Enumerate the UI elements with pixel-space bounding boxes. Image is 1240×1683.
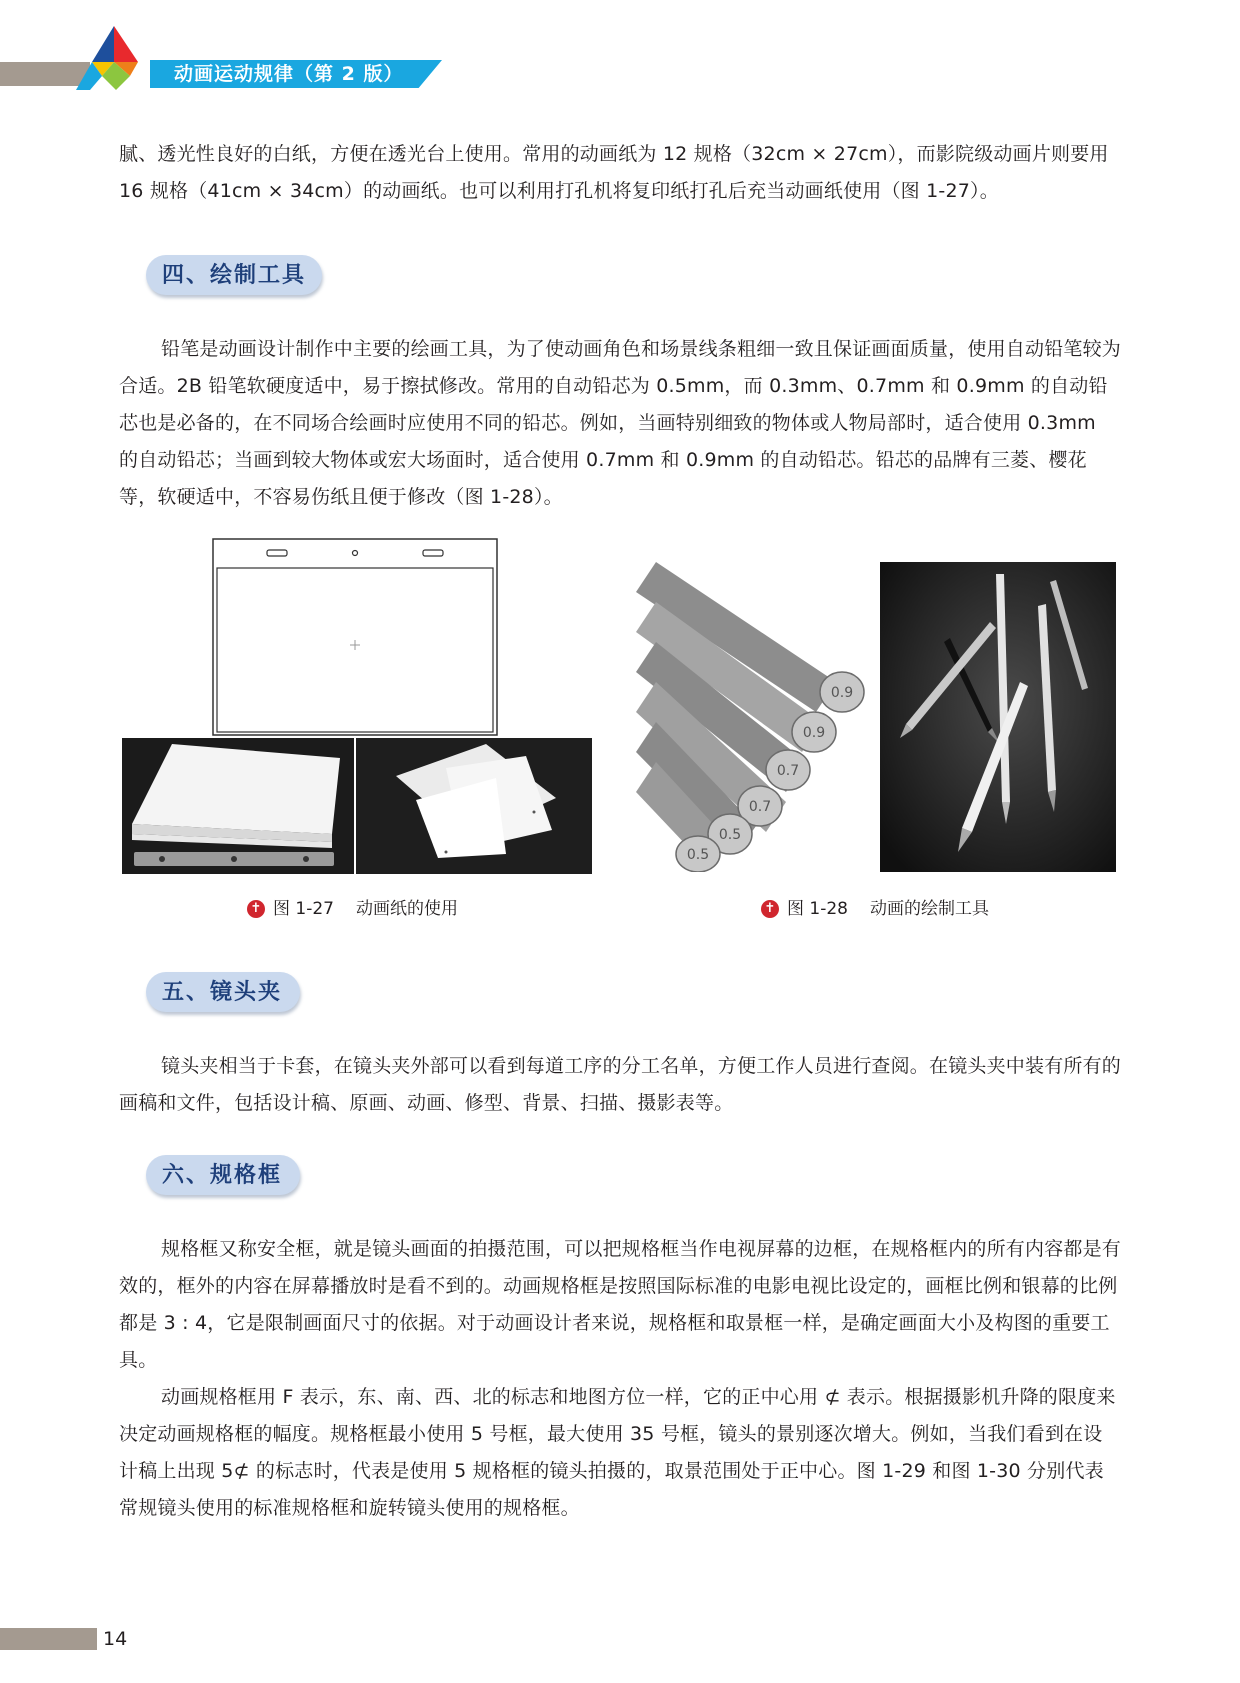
section-heading-field-guide: 六、规格框 bbox=[162, 1162, 283, 1188]
paragraph-field-guide-usage: 动画规格框用 F 表示，东、南、西、北的标志和地图方位一样，它的正中心用 ⊄ 表示。根据摄影机升降的限度来决定动画规格框的幅度。规格框最小使用 5 号框，最大使用 35 号框，镜头的景别逐次增大。例如，当我们看到在设计稿上出现 5⊄ 的标志时，代表是使用 5 规格框的镜头拍摄的，取景范围处于正中心。图 1-29 和图 1-30 分别代表常规镜头使用的标准规格框和旋转镜头使用的规格框。 bbox=[119, 1386, 1116, 1519]
figure-caption-1-27 bbox=[247, 897, 458, 921]
lead-label: 0.7 bbox=[776, 763, 800, 779]
lead-label: 0.9 bbox=[802, 725, 826, 741]
figure-title: 动画的绘制工具 bbox=[870, 899, 989, 919]
figure-number: 图 1-28 bbox=[787, 899, 848, 919]
lead-label: 0.7 bbox=[748, 799, 772, 815]
mechanical-pencils-photo bbox=[636, 562, 874, 872]
figure-marker-icon: ✝ bbox=[247, 900, 265, 918]
figure-number: 图 1-27 bbox=[273, 899, 334, 919]
footer-gray-bar bbox=[0, 1628, 97, 1650]
lead-label: 0.9 bbox=[830, 685, 854, 701]
book-title: 动画运动规律（第 2 版） bbox=[174, 63, 404, 85]
figure-caption-1-28 bbox=[761, 897, 989, 921]
paragraph-field-guide: 规格框又称安全框，就是镜头画面的拍摄范围，可以把规格框当作电视屏幕的边框，在规格框内的所有内容都是有效的，框外的内容在屏幕播放时是看不到的。动画规格框是按照国际标准的电影电视比设定的，画框比例和银幕的比例都是 3 : 4，它是限制画面尺寸的依据。对于动画设计者来说，规格框和取景框一样，是确定画面大小及构图的重要工具。 bbox=[119, 1238, 1122, 1371]
section-heading-drawing-tools: 四、绘制工具 bbox=[162, 262, 307, 288]
section-heading-scene-folder: 五、镜头夹 bbox=[162, 979, 283, 1005]
figure-marker-icon: ✝ bbox=[761, 900, 779, 918]
figure-title: 动画纸的使用 bbox=[356, 899, 458, 919]
tangram-triangle-logo-icon bbox=[72, 24, 152, 94]
paragraph-paper-spec: 腻、透光性良好的白纸，方便在透光台上使用。常用的动画纸为 12 规格（32cm × 27cm），而影院级动画片则要用 16 规格（41cm × 34cm）的动画纸。也可以利用打孔机将复印纸打孔后充当动画纸使用（图 1-27）。 bbox=[119, 143, 1109, 202]
page-number: 14 bbox=[103, 1628, 128, 1650]
paragraph-pencils: 铅笔是动画设计制作中主要的绘画工具，为了使动画角色和场景线条粗细一致且保证画面质量，使用自动铅笔较为合适。2B 铅笔软硬度适中，易于擦拭修改。常用的自动铅芯为 0.5mm，而 0.3mm、0.7mm 和 0.9mm 的自动铅芯也是必备的，在不同场合绘画时应使用不同的铅芯。例如，当画特别细致的物体或人物局部时，适合使用 0.3mm 的自动铅芯；当画到较大物体或宏大场面时，适合使用 0.7mm 和 0.9mm 的自动铅芯。铅芯的品牌有三菱、樱花等，软硬适中，不容易伤纸且便于修改（图 1-28）。 bbox=[119, 338, 1122, 508]
loose-paper-photo bbox=[356, 738, 592, 874]
pencils-dark-photo bbox=[880, 562, 1116, 872]
paragraph-scene-folder: 镜头夹相当于卡套，在镜头夹外部可以看到每道工序的分工名单，方便工作人员进行查阅。在镜头夹中装有所有的画稿和文件，包括设计稿、原画、动画、修型、背景、扫描、摄影表等。 bbox=[119, 1055, 1122, 1114]
animation-paper-diagram bbox=[212, 538, 498, 736]
lead-label: 0.5 bbox=[686, 847, 710, 863]
lead-label: 0.5 bbox=[718, 827, 742, 843]
paper-stack-photo bbox=[122, 738, 354, 874]
